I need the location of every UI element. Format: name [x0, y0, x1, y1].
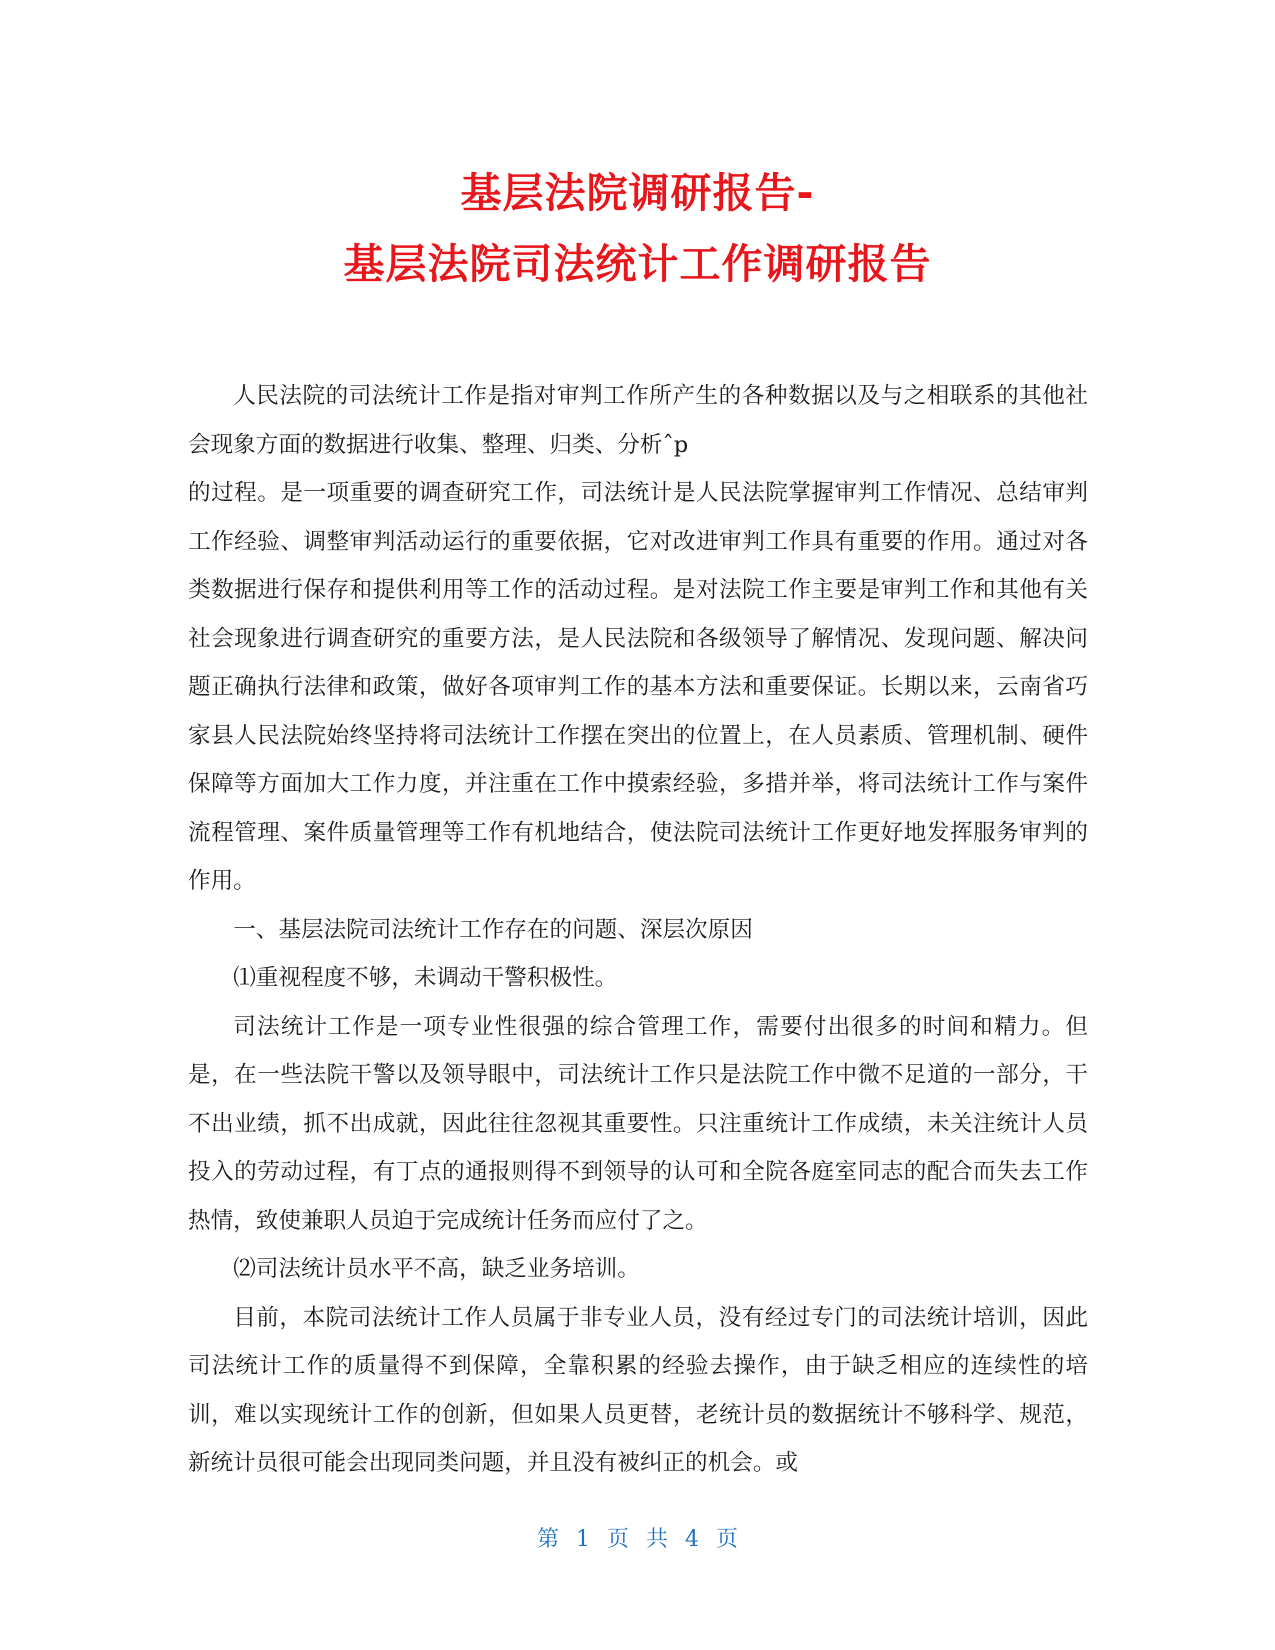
paragraph-2: 司法统计工作是一项专业性很强的综合管理工作，需要付出很多的时间和精力。但是，在一些法院干警以及领导眼中，司法统计工作只是法院工作中微不足道的一部分，干不出业绩，抓不出成就，因此往往忽视其重要性。只注重统计工作成绩，未关注统计人员投入的劳动过程，有丁点的通报则得不到领导的认可和全院各庭室同志的配合而失去工作热情，致使兼职人员迫于完成统计任务而应付了之。 — [188, 1013, 1088, 1234]
document-title-line2: 基层法院司法统计工作调研报告 — [343, 240, 932, 288]
document-title-line1: 基层法院调研报告- — [460, 169, 815, 217]
paragraph-3: 目前，本院司法统计工作人员属于非专业人员，没有经过专门的司法统计培训，因此司法统计工作的质量得不到保障，全靠积累的经验去操作，由于缺乏相应的连续性的培训，难以实现统计工作的创新，但如果人员更替，老统计员的数据统计不够科学、规范，新统计员很可能会出现同类问题，并且没有被纠正的机会。或 — [188, 1304, 1088, 1476]
paragraph-intro-part2: 的过程。是一项重要的调查研究工作，司法统计是人民法院掌握审判工作情况、总结审判工作经验、调整审判活动运行的重要依据，它对改进审判工作具有重要的作用。通过对各类数据进行保存和提供利用等工作的活动过程。是对法院工作主要是审判工作和其他有关社会现象进行调查研究的重要方法，是人民法院和各级领导了解情况、发现问题、解决问题正确执行法律和政策，做好各项审判工作的基本方法和重要保证。长期以来，云南省巧家县人民法院始终坚持将司法统计工作摆在突出的位置上，在人员素质、管理机制、硬件保障等方面加大工作力度，并注重在工作中摸索经验，多措并举，将司法统计工作与案件流程管理、案件质量管理等工作有机地结合，使法院司法统计工作更好地发挥服务审判的作用。 — [188, 480, 1088, 894]
subsection-heading-2: ⑵司法统计员水平不高，缺乏业务培训。 — [233, 1256, 640, 1282]
document-body — [188, 372, 1088, 1488]
subsection-heading-1: ⑴重视程度不够，未调动干警积极性。 — [233, 965, 618, 991]
paragraph-intro-part1: 人民法院的司法统计工作是指对审判工作所产生的各种数据以及与之相联系的其他社会现象方面的数据进行收集、整理、归类、分析ˆp — [188, 383, 1088, 458]
page-footer: 第 1 页 共 4 页 — [537, 1527, 738, 1552]
section-heading-1: 一、基层法院司法统计工作存在的问题、深层次原因 — [233, 916, 753, 943]
